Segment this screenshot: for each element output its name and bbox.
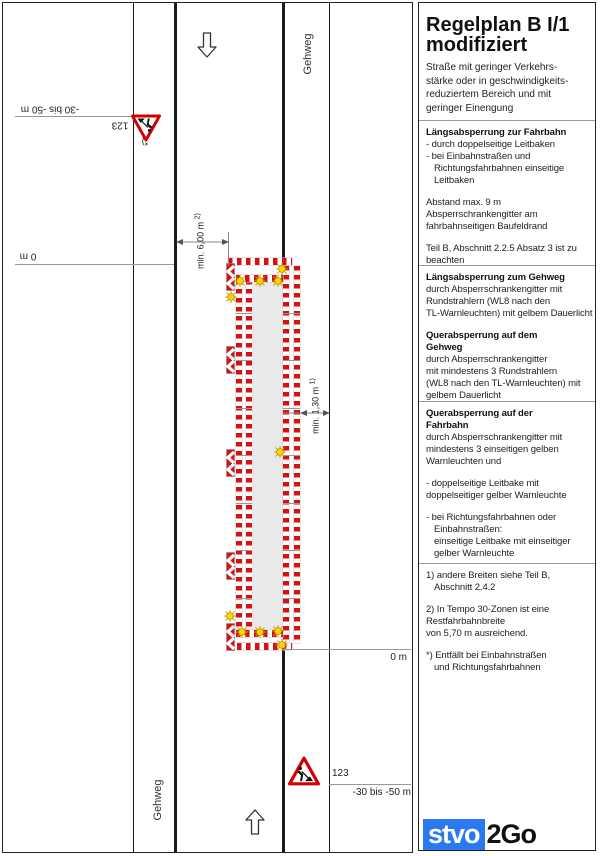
subtitle-line: stärke oder in geschwindigkeits- — [426, 75, 569, 87]
warning-light-icon — [274, 446, 286, 458]
dim-road-text: min. 6,00 m — [195, 221, 206, 269]
barrier-joint — [236, 550, 252, 551]
line-spacer — [426, 233, 588, 243]
line-spacer — [426, 640, 588, 650]
zero-line-top — [15, 264, 174, 265]
barrier-joint — [283, 503, 300, 504]
barrier-joint — [236, 360, 252, 361]
legend-line: beachten — [426, 255, 465, 265]
sign-footnote-star: *) — [141, 137, 149, 147]
dim-walk-text: min. 1,30 m — [310, 386, 321, 434]
legend-line: mit mindestens 3 Rundstrahlern — [426, 366, 558, 377]
barrier-joint — [236, 455, 252, 456]
logo-part-2go: 2Go — [486, 819, 537, 849]
gehweg-label-top: Gehweg — [302, 33, 314, 75]
distance-label-bottom: -30 bis -50 m — [352, 787, 411, 798]
legend-line: Richtungsfahrbahnen einseitige — [434, 163, 565, 174]
leitbake-icon — [226, 449, 235, 477]
legend-heading: Gehweg — [426, 342, 463, 353]
legend-line: Absperrschrankengitter am — [426, 209, 538, 220]
barrier-joint — [283, 313, 300, 314]
distance-line-bottom — [329, 784, 411, 785]
barrier-joint — [236, 598, 252, 599]
warning-light-icon — [234, 275, 246, 287]
warning-light-icon — [254, 626, 266, 638]
section-querabsperrung-fahrbahn — [419, 401, 595, 563]
legend-line: doppelseitiger gelber Warnleuchte — [426, 490, 567, 501]
legend-heading: Längsabsperrung zum Gehweg — [426, 272, 565, 283]
legend-line: mindestens 3 einseitigen gelben — [426, 444, 559, 455]
barrier-joint — [283, 598, 300, 599]
sidewalk-edge-line-right — [329, 3, 330, 852]
legend-line: 1) andere Breiten siehe Teil B, — [426, 570, 550, 581]
legend-heading: Querabsperrung auf der — [426, 408, 533, 419]
dimension-walk-width-label — [310, 378, 321, 434]
legend-line: - doppelseitige Leitbake mit — [426, 478, 539, 489]
roadworks-sign-123-bottom-icon — [288, 756, 320, 786]
site-plan-diagram — [2, 2, 413, 853]
plan-subtitle — [426, 61, 588, 115]
section-laengsabsperrung-fahrbahn — [419, 120, 595, 265]
legend-line: fahrbahnseitigen Baufeldrand — [426, 221, 548, 232]
section-footnotes — [419, 563, 595, 818]
legend-line: - bei Einbahnstraßen und — [426, 151, 531, 162]
legend-line: Rundstrahlern (WL8 nach den — [426, 296, 551, 307]
legend-line: Warnleuchten und — [426, 456, 502, 467]
dim-walk-footnote: 1) — [309, 378, 317, 385]
dimension-walk-width — [283, 406, 331, 420]
barrier-joint — [283, 360, 300, 361]
legend-heading: Fahrbahn — [426, 420, 469, 431]
barrier-joint — [236, 313, 252, 314]
line-spacer — [426, 594, 588, 604]
section-laengsabsperrung-gehweg — [419, 265, 595, 401]
legend-line: durch Absperrschrankengitter mit — [426, 432, 563, 443]
legend-line: durch Absperrschrankengitter — [426, 354, 548, 365]
subtitle-line: Straße mit geringer Verkehrs- — [426, 62, 558, 73]
legend-line: einseitige Leitbake mit einseitiger — [434, 536, 571, 547]
legend-line: gelbem Dauerlicht — [426, 390, 501, 401]
curb-line-right-upper — [282, 3, 285, 259]
plan-title-line1: Regelplan B I/1 — [426, 14, 570, 36]
legend-line: - durch doppelseitige Leitbaken — [426, 139, 555, 150]
warning-light-icon — [225, 291, 237, 303]
legend-line: 2) In Tempo 30-Zonen ist eine — [426, 604, 550, 615]
legend-line: und Richtungsfahrbahnen — [434, 662, 541, 673]
legend-line: Teil B, Abschnitt 2.2.5 Absatz 3 ist zu — [426, 243, 577, 254]
sign-number-bottom: 123 — [332, 768, 349, 779]
distance-label-top: -30 bis -50 m — [20, 103, 80, 115]
stvo2go-logo — [423, 819, 536, 850]
legend-line: - bei Richtungsfahrbahnen oder — [426, 512, 557, 523]
traffic-direction-down-arrow-icon — [197, 32, 217, 58]
legend-line: Leitbaken — [434, 175, 475, 186]
subtitle-line: reduziertem Bereich und mit — [426, 89, 552, 100]
legend-line: von 5,70 m ausreichend. — [426, 628, 528, 639]
barrier-joint — [236, 408, 252, 409]
warning-light-icon — [236, 626, 248, 638]
sign-number-top: 123 — [111, 119, 129, 131]
traffic-direction-up-arrow-icon — [245, 809, 265, 835]
legend-line: gelber Warnleuchte — [434, 548, 515, 559]
warning-light-icon — [272, 275, 284, 287]
zero-label-bottom: 0 m — [390, 652, 407, 663]
legend-line: durch Absperrschrankengitter mit — [426, 284, 563, 295]
logo-part-stvo: stvo — [423, 819, 485, 850]
warning-light-icon — [272, 625, 284, 637]
legend-heading: Längsabsperrung zur Fahrbahn — [426, 127, 567, 138]
zero-label-top: 0 m — [19, 250, 37, 262]
legend-line: Abschnitt 2.4.2 — [434, 582, 496, 593]
legend-line: (WL8 nach den TL-Warnleuchten) mit — [426, 378, 581, 389]
gehweg-label-bottom: Gehweg — [152, 779, 164, 821]
warning-light-icon — [276, 263, 288, 275]
warning-light-icon — [254, 275, 266, 287]
dimension-road-width-label — [195, 213, 206, 269]
legend-line: Abstand max. 9 m — [426, 197, 501, 208]
legend-line: TL-Warnleuchten) mit gelbem Dauerlicht — [426, 308, 593, 319]
legend-line: Restfahrbahnbreite — [426, 616, 506, 627]
subtitle-line: geringer Einengung — [426, 102, 514, 114]
line-spacer — [426, 468, 588, 478]
title-block — [419, 3, 595, 120]
line-spacer — [426, 502, 588, 512]
warning-light-icon — [224, 610, 236, 622]
legend-heading: Querabsperrung auf dem — [426, 330, 538, 341]
dim-road-footnote: 2) — [194, 213, 202, 220]
leitbake-icon — [226, 623, 235, 651]
distance-line-top — [15, 116, 133, 117]
curb-line-left — [174, 3, 177, 852]
legend-line: *) Entfällt bei Einbahnstraßen — [426, 650, 547, 661]
line-spacer — [426, 187, 588, 197]
leitbake-icon — [226, 552, 235, 580]
legend-panel — [418, 2, 596, 851]
barrier-joint — [236, 503, 252, 504]
plan-title-line2: modifiziert — [426, 33, 528, 56]
barrier-fence-road-side-outer — [236, 280, 242, 637]
zero-line-bottom — [283, 649, 411, 650]
line-spacer — [426, 320, 588, 330]
legend-line: Einbahnstraßen: — [434, 524, 503, 535]
curb-line-right-lower — [282, 650, 285, 852]
barrier-fence-road-side-inner — [246, 280, 252, 637]
leitbake-icon — [226, 346, 235, 374]
barrier-joint — [283, 550, 300, 551]
